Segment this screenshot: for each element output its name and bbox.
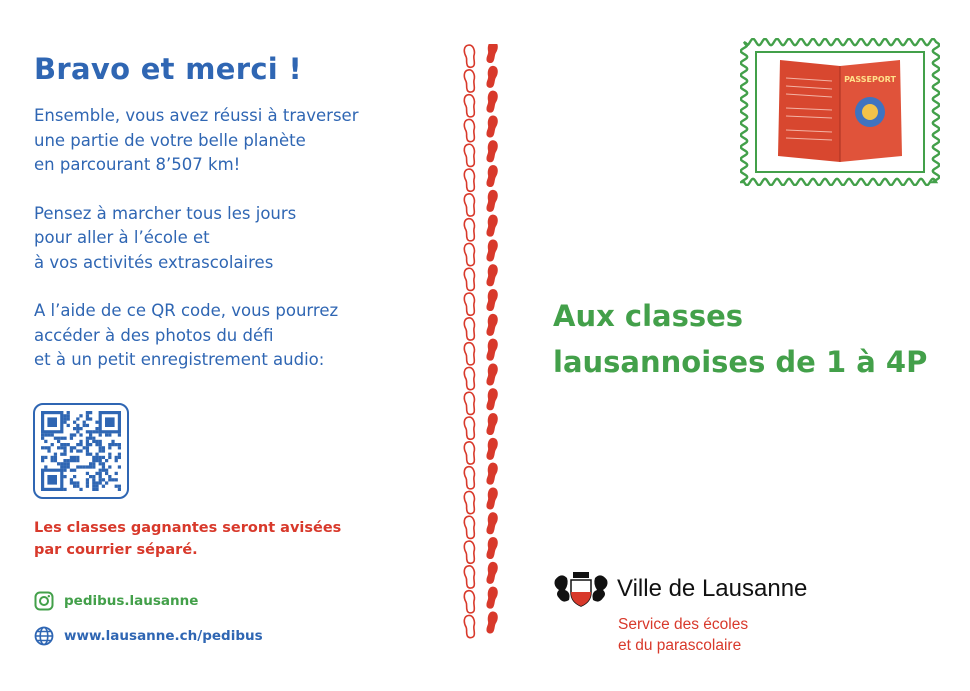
footprint-icon	[464, 392, 477, 415]
footprint-icon	[485, 189, 499, 213]
qr-code-icon	[41, 411, 121, 491]
footprint-icon	[485, 44, 499, 64]
instagram-link[interactable]	[34, 591, 198, 611]
footprint-icon	[485, 412, 499, 436]
service-line: et du parascolaire	[618, 637, 742, 654]
footprint-icon	[464, 44, 477, 67]
instagram-icon	[34, 591, 54, 611]
stamp-frame	[740, 38, 940, 186]
paragraph-line: une partie de votre belle planète	[34, 130, 306, 150]
footprint-icon	[464, 615, 477, 638]
paragraph-line: Pensez à marcher tous les jours	[34, 203, 297, 223]
paragraph-line: A l’aide de ce QR code, vous pourrez	[34, 301, 339, 320]
brand-name: Ville de Lausanne	[617, 575, 808, 602]
footprint-icon	[464, 292, 477, 315]
service-name	[618, 614, 807, 656]
footprint-icon	[464, 590, 477, 613]
notice-line: Les classes gagnantes seront avisées	[34, 520, 342, 536]
paragraph-distance	[34, 104, 434, 178]
footprint-icon	[464, 218, 477, 241]
footprint-icon	[464, 540, 477, 563]
footprint-icon	[464, 168, 477, 191]
footprint-icon	[485, 388, 499, 412]
footprint-icon	[464, 243, 477, 266]
footprint-icon	[464, 317, 477, 340]
winners-notice	[34, 517, 341, 561]
footprint-icon	[464, 268, 477, 291]
paragraph-line: Ensemble, vous avez réussi à traverser	[34, 106, 359, 125]
footprint-icon	[485, 90, 499, 114]
heading-line: Aux classes	[553, 299, 744, 333]
footprint-icon	[485, 363, 499, 387]
footprint-icon	[485, 487, 499, 511]
footprint-icon	[485, 536, 499, 560]
footprint-icon	[485, 462, 499, 486]
instagram-handle[interactable]: pedibus.lausanne	[64, 593, 199, 609]
qr-code[interactable]	[33, 403, 129, 499]
footprint-icon	[485, 140, 499, 164]
footprint-icon	[485, 214, 499, 238]
footprint-icon	[485, 512, 499, 536]
passport-stamp	[740, 38, 940, 186]
footprint-icon	[485, 611, 499, 635]
passport-title: PASSEPORT	[844, 75, 896, 84]
website-url[interactable]: www.lausanne.ch/pedibus	[64, 628, 263, 644]
paragraph-line: accéder à des photos du défi	[34, 325, 274, 345]
footprint-icon	[485, 313, 499, 337]
footprint-icon	[464, 69, 477, 92]
footprints-divider	[458, 44, 508, 654]
coat-of-arms-icon	[553, 570, 609, 608]
heading-line: lausannoises de 1 à 4P	[553, 345, 928, 379]
page-title: Bravo et merci !	[34, 52, 302, 86]
footprint-icon	[464, 416, 477, 439]
footprint-icon	[485, 239, 499, 263]
footprint-icon	[464, 466, 477, 489]
footprint-icon	[464, 119, 477, 142]
footprint-icon	[464, 94, 477, 117]
service-line: Service des écoles	[618, 616, 749, 633]
paragraph-line: en parcourant 8’507 km!	[34, 155, 241, 174]
footprint-icon	[464, 516, 477, 539]
footprint-icon	[464, 193, 477, 216]
footprint-icon	[464, 491, 477, 514]
ville-de-lausanne-logo	[553, 570, 807, 656]
footprint-icon	[485, 561, 499, 585]
footprint-icon	[485, 437, 499, 461]
passport-back-cover	[778, 60, 840, 162]
footprint-icon	[464, 367, 477, 390]
paragraph-line: à vos activités extrascolaires	[34, 252, 274, 272]
recipient-heading	[553, 293, 927, 385]
paragraph-line: et à un petit enregistrement audio:	[34, 350, 325, 369]
footprint-icon	[485, 586, 499, 610]
footprint-icon	[485, 65, 499, 89]
footprint-icon	[485, 288, 499, 312]
footprint-icon	[485, 115, 499, 139]
footprint-icon	[464, 565, 477, 588]
footprint-icon	[464, 342, 477, 365]
website-link[interactable]	[34, 626, 263, 646]
footprint-icon	[485, 264, 499, 288]
footprint-icon	[485, 164, 499, 188]
notice-line: par courrier séparé.	[34, 542, 198, 558]
globe-icon	[34, 626, 54, 646]
footprint-icon	[464, 441, 477, 464]
footprint-icon	[464, 144, 477, 167]
paragraph-qr	[34, 299, 434, 373]
left-column	[34, 52, 434, 397]
paragraph-line: pour aller à l’école et	[34, 228, 210, 247]
paragraph-walking	[34, 202, 434, 276]
footprint-icon	[485, 338, 499, 362]
